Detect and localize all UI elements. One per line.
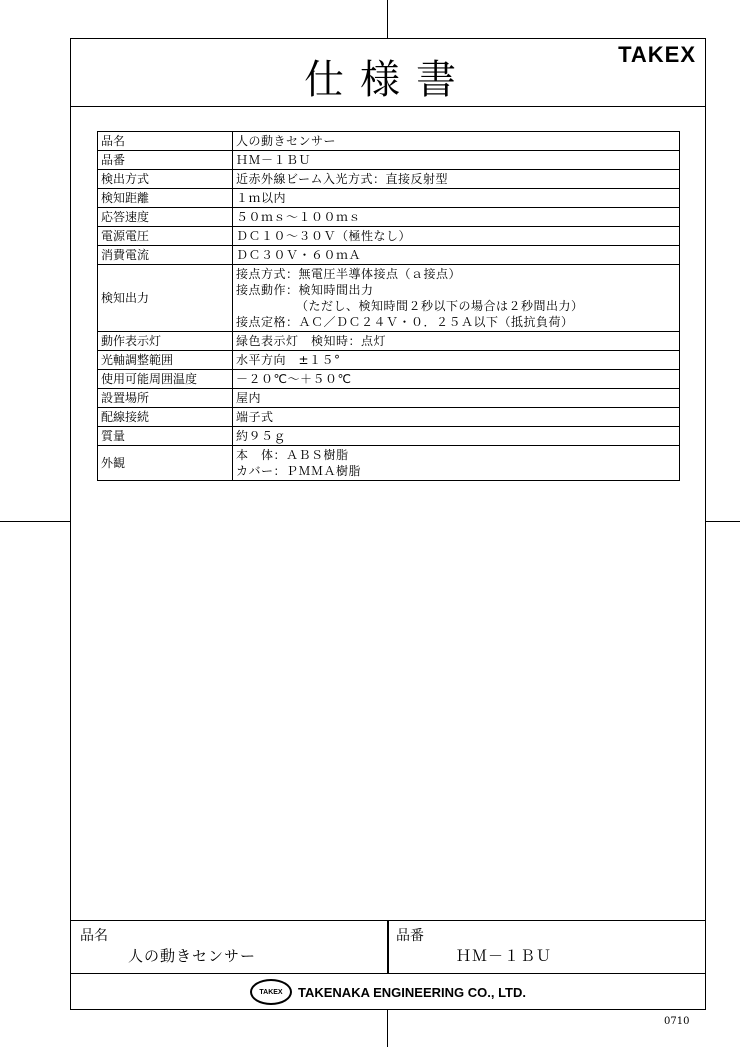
table-row <box>98 389 680 408</box>
table-row <box>98 370 680 389</box>
spec-value-line: ＤＣ３０Ｖ・６０ｍＡ <box>236 248 362 262</box>
spec-label: 設置場所 <box>98 389 233 408</box>
brand-logo: TAKEX <box>618 42 696 67</box>
table-row <box>98 332 680 351</box>
spec-label: 検知距離 <box>98 189 233 208</box>
table-row <box>98 151 680 170</box>
crop-mark-bottom <box>387 1010 388 1047</box>
spec-value-line: 端子式 <box>236 410 274 424</box>
spec-label: 品名 <box>98 132 233 151</box>
footer-divider <box>387 921 389 973</box>
spec-label: 応答速度 <box>98 208 233 227</box>
spec-value <box>233 170 680 189</box>
spec-label: 電源電圧 <box>98 227 233 246</box>
table-row <box>98 351 680 370</box>
spec-value-line: ＨＭ－１ＢＵ <box>236 153 312 167</box>
spec-value-line: 屋内 <box>236 391 262 405</box>
spec-value-line: 接点定格：ＡＣ／ＤＣ２４Ｖ・０．２５Ａ以下（抵抗負荷） <box>236 315 574 329</box>
crop-mark-top <box>387 0 388 38</box>
spec-value <box>233 189 680 208</box>
spec-value-line: 緑色表示灯 検知時：点灯 <box>236 334 387 348</box>
footer-name-value: 人の動きセンサー <box>128 947 257 965</box>
spec-value-line: カバー：ＰＭＭＡ樹脂 <box>236 464 362 478</box>
spec-value <box>233 446 680 481</box>
footer-name-label: 品名 <box>80 928 108 944</box>
spec-label: 配線接続 <box>98 408 233 427</box>
spec-value-line: １ｍ以内 <box>236 191 287 205</box>
table-row <box>98 446 680 481</box>
spec-value-line: 本 体：ＡＢＳ樹脂 <box>236 448 349 462</box>
spec-label: 質量 <box>98 427 233 446</box>
spec-value <box>233 151 680 170</box>
crop-mark-right <box>706 521 740 522</box>
page-title: 仕様書 <box>304 57 472 103</box>
company-block <box>70 974 706 1010</box>
footer-product-box <box>70 920 706 974</box>
crop-mark-left <box>0 521 70 522</box>
spec-value-line: 接点方式：無電圧半導体接点（ａ接点） <box>236 267 462 281</box>
spec-value <box>233 132 680 151</box>
spec-table <box>97 131 680 481</box>
spec-value-line: 約９５ｇ <box>236 429 287 443</box>
spec-value-line: 接点動作：検知時間出力 <box>236 283 374 297</box>
spec-label: 外観 <box>98 446 233 481</box>
spec-label: 品番 <box>98 151 233 170</box>
table-row <box>98 227 680 246</box>
doc-code: 0710 <box>664 1016 690 1027</box>
spec-value <box>233 246 680 265</box>
table-row <box>98 208 680 227</box>
table-row <box>98 427 680 446</box>
spec-value <box>233 427 680 446</box>
spec-label: 光軸調整範囲 <box>98 351 233 370</box>
table-row <box>98 132 680 151</box>
spec-label: 検知出力 <box>98 265 233 332</box>
spec-value <box>233 370 680 389</box>
spec-value <box>233 208 680 227</box>
table-row <box>98 189 680 208</box>
footer-number-value: ＨＭ－１ＢＵ <box>456 947 553 965</box>
spec-value <box>233 408 680 427</box>
spec-value-line: 人の動きセンサー <box>236 134 337 148</box>
spec-value-line: ＤＣ１０～３０Ｖ（極性なし） <box>236 229 412 243</box>
spec-value <box>233 389 680 408</box>
table-row <box>98 265 680 332</box>
spec-value <box>233 227 680 246</box>
company-name: TAKENAKA ENGINEERING CO., LTD. <box>298 984 526 1000</box>
spec-value <box>233 332 680 351</box>
table-row <box>98 170 680 189</box>
company-seal: TAKEX <box>250 979 292 1005</box>
spec-value-line: －２０℃～＋５０℃ <box>236 372 352 386</box>
header <box>70 38 706 107</box>
spec-value-line: 近赤外線ビーム入光方式：直接反射型 <box>236 172 449 186</box>
spec-label: 消費電流 <box>98 246 233 265</box>
footer-number-label: 品番 <box>396 928 424 944</box>
spec-value-line: ５０ｍｓ～１００ｍｓ <box>236 210 362 224</box>
spec-value <box>233 351 680 370</box>
spec-value-line: （ただし、検知時間２秒以下の場合は２秒間出力） <box>296 299 584 313</box>
spec-label: 検出方式 <box>98 170 233 189</box>
spec-value-line: 水平方向 ±１５° <box>236 353 341 367</box>
spec-value <box>233 265 680 332</box>
spec-label: 使用可能周囲温度 <box>98 370 233 389</box>
table-row <box>98 408 680 427</box>
spec-label: 動作表示灯 <box>98 332 233 351</box>
table-row <box>98 246 680 265</box>
